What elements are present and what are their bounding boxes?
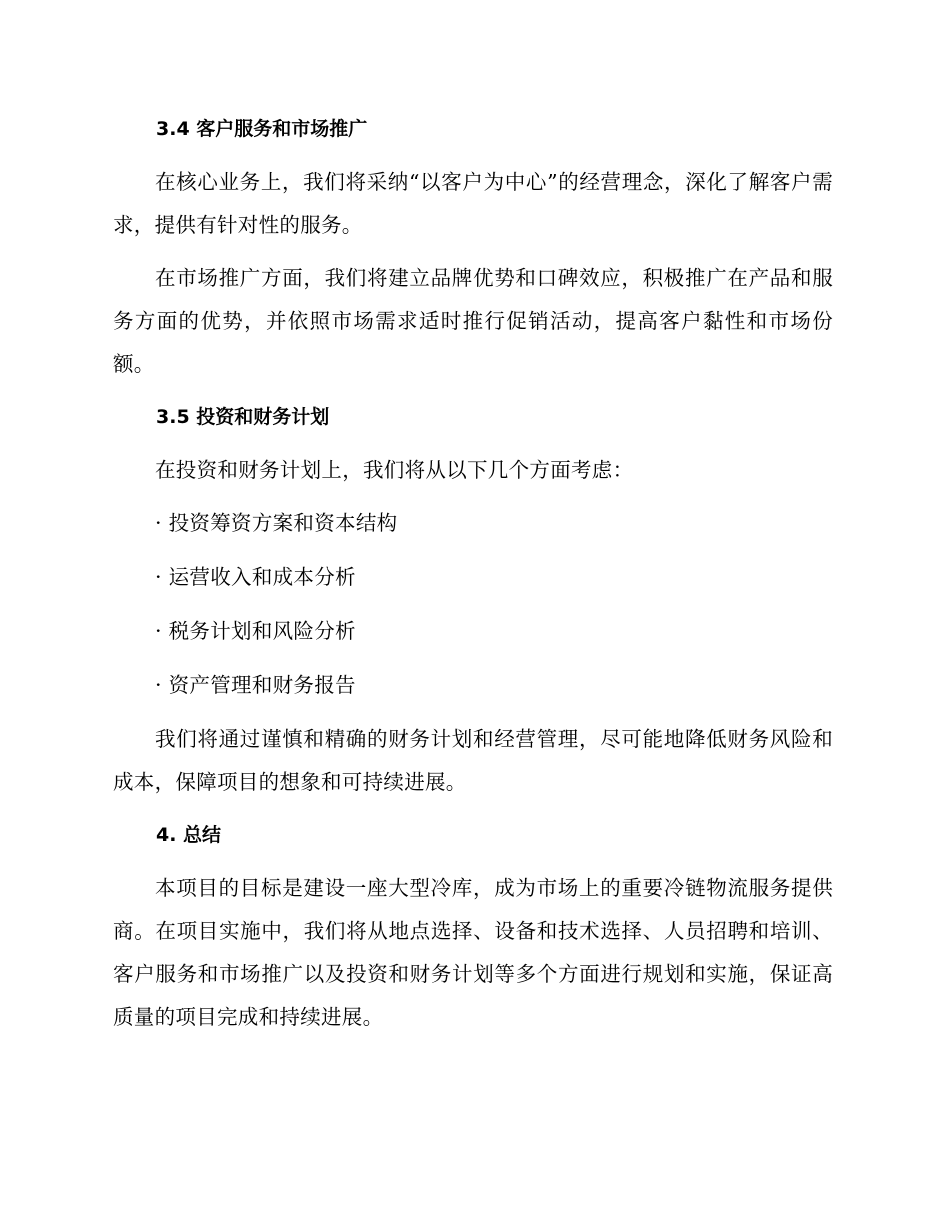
section-heading-3-5: 3.5 投资和财务计划	[156, 406, 330, 428]
paragraph-core-business: 在核心业务上，我们将采纳“以客户为中心”的经营理念，深化了解客户需求，提供有针对性的服务。	[113, 170, 833, 237]
document-body	[113, 108, 833, 1049]
list-item: · 投资筹资方案和资本结构	[155, 511, 398, 535]
paragraph-finance-intro: 在投资和财务计划上，我们将从以下几个方面考虑：	[155, 458, 634, 482]
section-heading-4: 4. 总结	[156, 824, 222, 846]
list-item: · 资产管理和财务报告	[155, 673, 356, 697]
paragraph-finance-conclusion: 我们将通过谨慎和精确的财务计划和经营管理，尽可能地降低财务风险和成本，保障项目的想象和可持续进展。	[113, 727, 833, 794]
list-item: · 运营收入和成本分析	[155, 565, 356, 589]
paragraph-summary: 本项目的目标是建设一座大型冷库，成为市场上的重要冷链物流服务提供商。在项目实施中，我们将从地点选择、设备和技术选择、人员招聘和培训、客户服务和市场推广以及投资和财务计划等多个方面进行规划和实施，保证高质量的项目完成和持续进展。	[113, 876, 833, 1029]
list-item: · 税务计划和风险分析	[155, 619, 356, 643]
section-heading-3-4: 3.4 客户服务和市场推广	[156, 118, 368, 140]
paragraph-market-promotion: 在市场推广方面，我们将建立品牌优势和口碑效应，积极推广在产品和服务方面的优势，并依照市场需求适时推行促销活动，提高客户黏性和市场份额。	[113, 266, 833, 376]
